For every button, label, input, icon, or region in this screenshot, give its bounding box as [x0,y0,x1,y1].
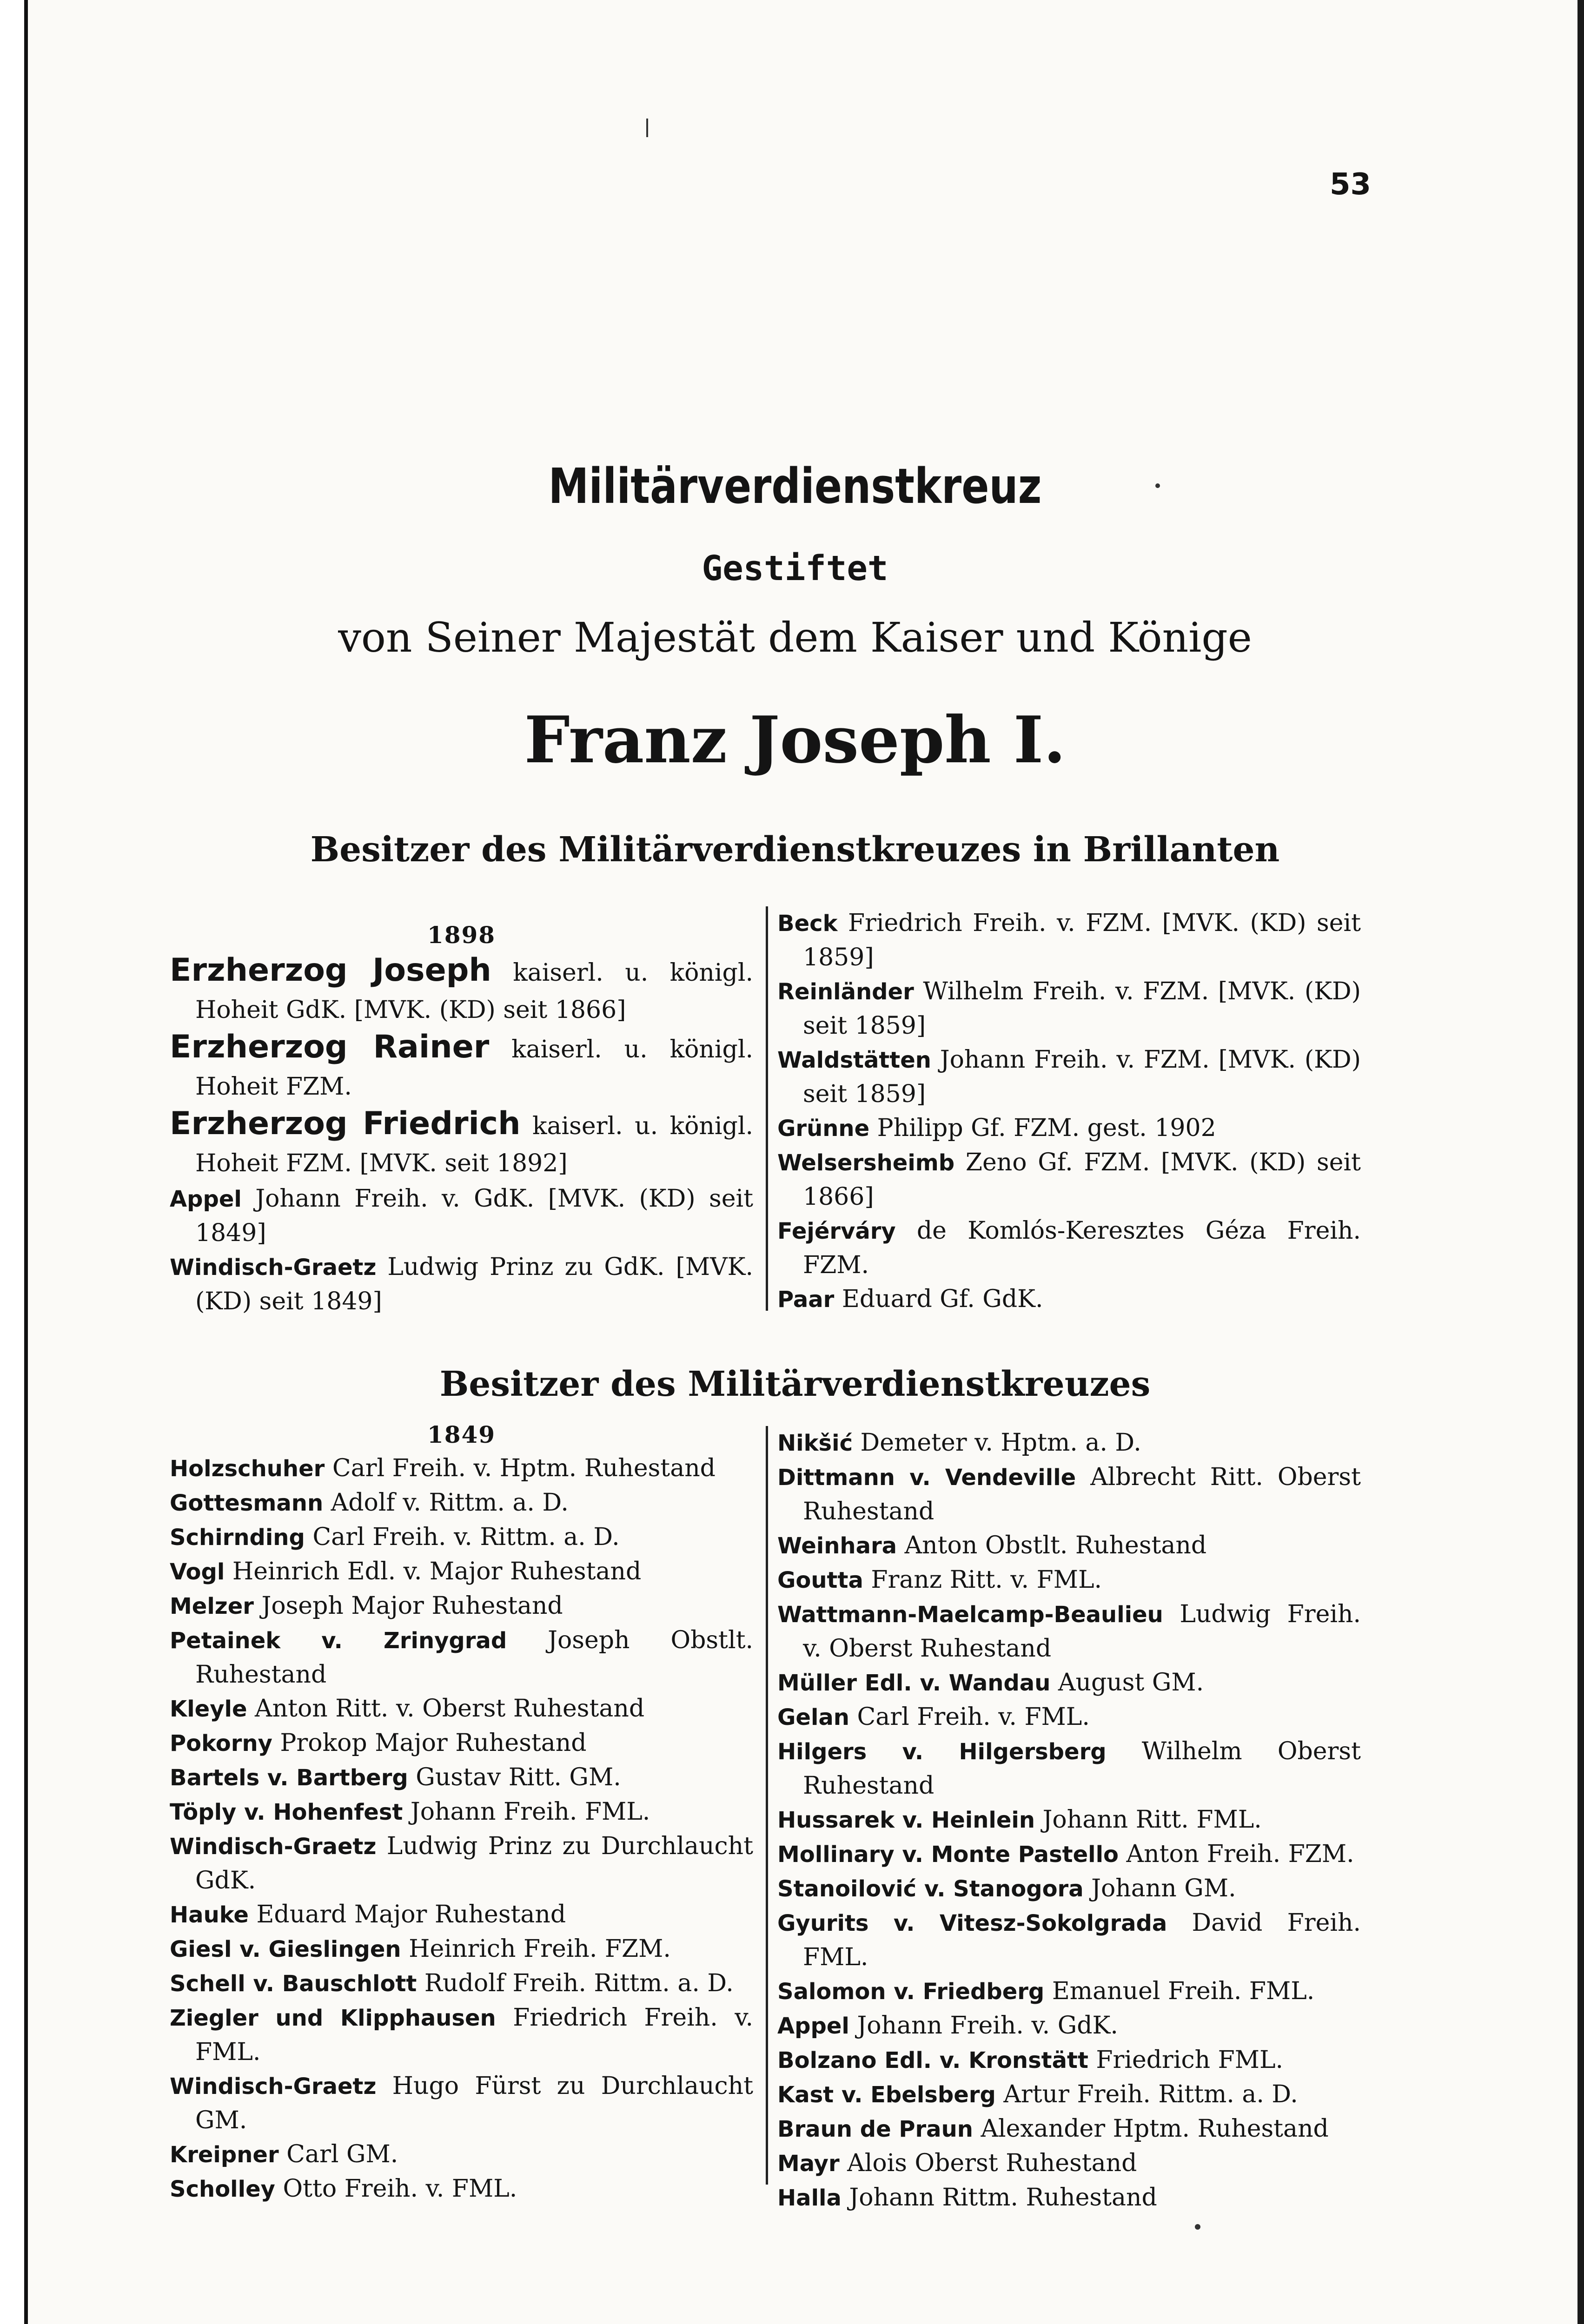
entry-name: Holzschuher [170,1456,325,1482]
section-heading-brilliants: Besitzer des Militärverdienstkreuzes in Brillanten [310,830,1280,870]
entry-name: Fejérváry [777,1218,896,1244]
list-item [777,1666,1361,1700]
list-item [170,1555,753,1589]
entry-text: Albrecht Ritt. Oberst Ruhestand [803,1463,1361,1525]
print-speck [1155,483,1160,488]
list-item [170,1589,753,1624]
entry-text: Artur Freih. Rittm. a. D. [995,2080,1298,2108]
list-item [170,1624,753,1692]
entry-text: Ludwig Prinz zu GdK. [MVK. (KD) seit 1849] [195,1253,753,1315]
list-item [777,1043,1361,1111]
entry-text: Carl Freih. v. Rittm. a. D. [305,1523,620,1551]
entry-text: de Komlós-Keresztes Géza Freih. FZM. [803,1217,1361,1279]
year-heading: 1849 [427,1421,496,1448]
entry-name: Mayr [777,2151,840,2177]
list-item [777,1214,1361,1282]
list-item [170,1761,753,1795]
entry-name: Vogl [170,1559,225,1585]
entry-text: Zeno Gf. FZM. [MVK. (KD) seit 1866] [803,1149,1361,1211]
entry-name: Petainek v. Zrinygrad [170,1628,507,1654]
entry-name: Kreipner [170,2142,279,2168]
page-edge [1577,0,1584,2324]
entry-text: Johann Rittm. Ruhestand [841,2184,1157,2212]
list-item [777,1735,1361,1803]
entry-name: Gelan [777,1704,849,1730]
entry-name: Ziegler und Klipphausen [170,2005,496,2031]
entry-text: Johann Freih. v. FZM. [MVK. (KD) seit 1859] [803,1046,1361,1108]
entry-text: kaiserl. u. königl. Hoheit FZM. [MVK. seit 1892] [195,1112,753,1177]
entry-text: Johann Freih. v. GdK. [849,2012,1118,2040]
brilliants-left-column [170,918,753,1319]
entry-name: Appel [170,1186,242,1212]
list-item [777,1146,1361,1214]
entry-name: Kast v. Ebelsberg [777,2082,996,2108]
list-item [170,1452,753,1486]
list-item [777,1563,1361,1598]
list-item [170,1250,753,1319]
entry-name: Windisch-Graetz [170,2073,377,2100]
list-item [777,2112,1361,2146]
list-item [777,2043,1361,2078]
list-item [777,2146,1361,2181]
entry-name: Hussarek v. Heinlein [777,1807,1035,1833]
list-item [170,2138,753,2172]
entry-name: Bolzano Edl. v. Kronstätt [777,2047,1088,2073]
main-left-column [170,1418,753,2206]
entry-text: Carl Freih. v. Hptm. Ruhestand [325,1454,716,1482]
subtitle-donor: von Seiner Majestät dem Kaiser und Könige [338,614,1252,661]
list-item [170,1692,753,1726]
entry-name: Schirnding [170,1525,305,1551]
list-item [777,1906,1361,1974]
list-item [777,906,1361,975]
entry-text: Gustav Ritt. GM. [408,1763,621,1791]
entry-name: Schell v. Bauschlott [170,1971,417,1997]
entry-name: Windisch-Graetz [170,1834,377,1860]
entry-name: Hauke [170,1902,249,1928]
list-item [777,1872,1361,1906]
list-item [777,1803,1361,1837]
list-item [170,1182,753,1250]
entry-text: Carl GM. [278,2140,398,2168]
entry-text: Eduard Gf. GdK. [834,1285,1043,1313]
entry-name: Appel [777,2013,849,2039]
list-item [170,1486,753,1520]
entry-text: Wilhelm Oberst Ruhestand [803,1737,1361,1800]
list-item [777,1111,1361,1146]
entry-text: Johann GM. [1083,1875,1236,1902]
entry-text: Adolf v. Rittm. a. D. [323,1489,569,1517]
entry-name: Grünne [777,1116,870,1142]
entry-text: Heinrich Edl. v. Major Ruhestand [225,1558,642,1585]
list-item [170,952,753,1029]
entry-name: Reinländer [777,979,914,1005]
entry-name: Müller Edl. v. Wandau [777,1670,1051,1696]
entry-text: Ludwig Prinz zu Durchlaucht GdK. [195,1832,753,1895]
entry-text: Wilhelm Freih. v. FZM. [MVK. (KD) seit 1859] [803,977,1361,1040]
entry-text: Philipp Gf. FZM. gest. 1902 [869,1114,1216,1142]
entry-text: Joseph Obstlt. Ruhestand [195,1626,753,1689]
entry-text: Anton Freih. FZM. [1119,1840,1354,1868]
entry-name: Giesl v. Gieslingen [170,1936,401,1962]
entry-name: Nikšić [777,1430,853,1456]
entry-text: Otto Freih. v. FML. [275,2175,517,2203]
list-item [170,2069,753,2138]
entry-name: Töply v. Hohenfest [170,1799,403,1825]
list-item [170,1829,753,1898]
list-item [170,1898,753,1932]
entry-text: Emanuel Freih. FML. [1044,1977,1315,2005]
entry-text: Ludwig Freih. v. Oberst Ruhestand [803,1600,1361,1663]
list-item [170,1029,753,1105]
entry-text: Anton Ritt. v. Oberst Ruhestand [247,1695,645,1723]
entry-name: Scholley [170,2176,275,2202]
entry-text: Hugo Fürst zu Durchlaucht GM. [195,2072,753,2134]
entry-name: Salomon v. Friedberg [777,1979,1045,2005]
entry-text: kaiserl. u. königl. Hoheit GdK. [MVK. (KD) seit 1866] [195,959,753,1024]
entry-text: Friedrich Freih. v. FZM. [MVK. (KD) seit 1859] [803,909,1361,971]
list-item [777,1837,1361,1872]
entry-text: August GM. [1050,1669,1204,1697]
list-item [777,1529,1361,1563]
list-item [170,1105,753,1182]
list-item [777,1700,1361,1735]
list-item [170,2001,753,2069]
entry-name: Braun de Praun [777,2116,973,2142]
entry-name: Erzherzog Joseph [170,952,491,989]
entry-text: Prokop Major Ruhestand [272,1729,587,1757]
list-item [170,1967,753,2001]
entry-name: Gyurits v. Vitesz-Sokolgrada [777,1910,1167,1936]
list-item [777,2078,1361,2112]
list-item [170,1726,753,1761]
entry-name: Stanoilović v. Stanogora [777,1876,1084,1902]
entry-text: Anton Obstlt. Ruhestand [897,1532,1207,1559]
entry-name: Goutta [777,1567,863,1593]
column-divider [766,906,768,1311]
page-number: 53 [1330,167,1372,202]
entry-name: Beck [777,911,838,937]
entry-text: Rudolf Freih. Rittm. a. D. [417,1969,734,1997]
entry-name: Paar [777,1287,835,1313]
entry-text: Demeter v. Hptm. a. D. [853,1429,1141,1457]
year-heading: 1898 [427,921,496,949]
entry-text: Friedrich FML. [1088,2046,1284,2074]
subtitle-emperor: Franz Joseph I. [524,702,1066,778]
entry-name: Waldstätten [777,1047,931,1073]
page-title: Militärverdienstkreuz [548,458,1042,515]
entry-text: Joseph Major Ruhestand [253,1592,563,1620]
entry-name: Erzherzog Friedrich [170,1105,521,1142]
column-divider [766,1426,768,2185]
entry-name: Wattmann-Maelcamp-Beaulieu [777,1602,1163,1628]
entry-text: Carl Freih. v. FML. [849,1703,1090,1731]
entry-name: Windisch-Graetz [170,1254,377,1281]
list-item [170,1932,753,1967]
entry-text: Johann Ritt. FML. [1035,1806,1262,1834]
list-item [170,2172,753,2206]
list-item [777,1426,1361,1460]
entry-name: Gottesmann [170,1490,324,1516]
brilliants-right-column [777,906,1361,1317]
entry-text: Heinrich Freih. FZM. [401,1935,671,1963]
print-speck [1195,2224,1200,2230]
entry-text: Alexander Hptm. Ruhestand [973,2115,1329,2143]
entry-text: kaiserl. u. königl. Hoheit FZM. [195,1036,753,1101]
list-item [777,2181,1361,2215]
entry-text: Alois Oberst Ruhestand [839,2149,1137,2177]
entry-name: Halla [777,2185,842,2211]
entry-name: Dittmann v. Vendeville [777,1465,1076,1491]
entry-name: Hilgers v. Hilgersberg [777,1739,1107,1765]
list-item [170,1520,753,1555]
list-item [777,1282,1361,1317]
entry-name: Melzer [170,1593,254,1619]
entry-text: David Freih. FML. [803,1909,1361,1971]
print-speck [646,119,648,137]
entry-name: Weinhara [777,1533,897,1559]
entry-text: Friedrich Freih. v. FML. [195,2004,754,2066]
list-item [777,2009,1361,2043]
entry-name: Welsersheimb [777,1150,955,1176]
entry-text: Eduard Major Ruhestand [248,1901,566,1928]
list-item [777,975,1361,1043]
list-item [777,1974,1361,2009]
entry-text: Johann Freih. FML. [403,1798,650,1826]
list-item [777,1460,1361,1529]
list-item [777,1598,1361,1666]
entry-name: Erzherzog Rainer [170,1029,490,1065]
subtitle-gestiftet: Gestiftet [702,548,888,588]
list-item [170,1795,753,1829]
main-right-column [777,1426,1361,2215]
entry-name: Kleyle [170,1696,247,1722]
entry-text: Johann Freih. v. GdK. [MVK. (KD) seit 1849] [195,1185,753,1247]
section-heading-main: Besitzer des Militärverdienstkreuzes [439,1364,1151,1404]
entry-name: Pokorny [170,1730,272,1756]
entry-name: Bartels v. Bartberg [170,1765,408,1791]
entry-text: Franz Ritt. v. FML. [863,1566,1102,1594]
entry-name: Mollinary v. Monte Pastello [777,1842,1119,1868]
book-page [24,0,1584,2324]
